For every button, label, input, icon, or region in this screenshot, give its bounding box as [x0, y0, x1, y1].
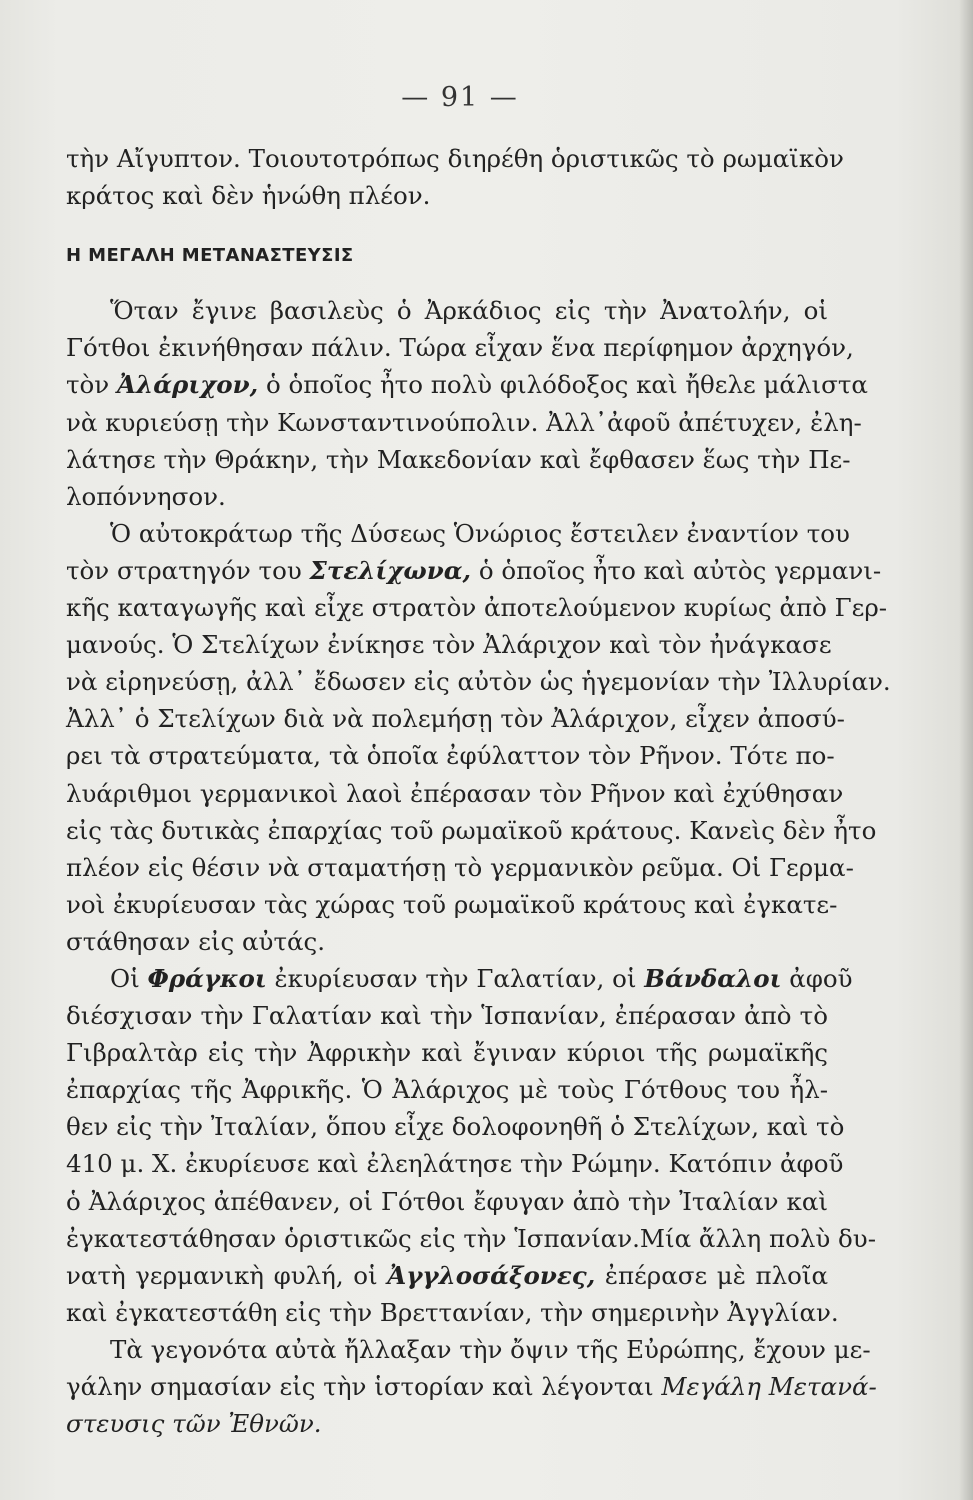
text-line: Γιβραλτὰρ εἰς τὴν Ἀφρικὴν καὶ ἔγιναν κύριοι τῆς ρωμαϊκῆς: [66, 1038, 828, 1068]
name-stilicho: Στελίχωνα,: [309, 555, 472, 585]
text-fragment: Οἱ: [110, 963, 140, 993]
text-line: διέσχισαν τὴν Γαλατίαν καὶ τὴν Ἱσπανίαν, ἐπέρασαν ἀπὸ τὸ: [66, 1001, 828, 1031]
text-line: τὴν Αἴγυπτον. Τοιουτοτρόπως διηρέθη ὁριστικῶς τὸ ρωμαϊκὸν: [66, 144, 844, 173]
text-line: Ἀλλ᾽ ὁ Στελίχων διὰ νὰ πολεμήσῃ τὸν Ἀλάριχον, εἶχεν ἀποσύ-: [66, 704, 845, 734]
name-alaric: Ἀλάριχον,: [117, 370, 259, 400]
page-edge-shadow: [959, 0, 973, 1500]
text-line: Γότθοι ἐκινήθησαν πάλιν. Τώρα εἶχαν ἕνα περίφημον ἀρχηγόν,: [66, 333, 854, 363]
text-fragment: ὁ ὁποῖος ἦτο καὶ αὐτὸς γερμανι-: [478, 555, 882, 585]
text-line: κράτος καὶ δὲν ἡνώθη πλέον.: [66, 181, 431, 211]
text-line: ρει τὰ στρατεύματα, τὰ ὁποῖα ἐφύλαττον τὸν Ρῆνον. Τότε πο-: [66, 741, 835, 771]
text-line: ἐπαρχίας τῆς Ἀφρικῆς. Ὁ Ἀλάριχος μὲ τοὺς Γότθους του ἦλ-: [66, 1075, 828, 1105]
text-line: [66, 1368, 877, 1405]
text-line: θεν εἰς τὴν Ἰταλίαν, ὅπου εἶχε δολοφονηθῆ ὁ Στελίχων, καὶ τὸ: [66, 1112, 845, 1142]
term-great-migration: Μεγάλη Μετανά-: [661, 1372, 877, 1401]
text-fragment: τὸν: [66, 370, 110, 400]
text-line: κῆς καταγωγῆς καὶ εἶχε στρατὸν ἀποτελούμενον κυρίως ἀπὸ Γερ-: [66, 593, 888, 623]
text-line: 410 μ. Χ. ἐκυρίευσε καὶ ἐλεηλάτησε τὴν Ρώμην. Κατόπιν ἀφοῦ: [66, 1149, 844, 1179]
text-line: [66, 552, 882, 589]
text-line: [66, 960, 853, 997]
paragraph-goths: [66, 292, 868, 515]
term-great-migration-end: στευσις τῶν Ἐθνῶν.: [66, 1409, 322, 1439]
paragraph-conclusion: [66, 1331, 877, 1442]
text-line: [66, 1405, 828, 1442]
text-line: νὰ εἰρηνεύσῃ, ἀλλ᾽ ἔδωσεν εἰς αὐτὸν ὡς ἡγεμονίαν τὴν Ἰλλυρίαν.: [66, 667, 891, 697]
paragraph-stilicho: [66, 515, 891, 960]
text-fragment: ὁ ὁποῖος ἦτο πολὺ φιλόδοξος καὶ ἤθελε μάλιστα: [265, 370, 868, 400]
text-line: Ὁ αὐτοκράτωρ τῆς Δύσεως Ὁνώριος ἔστειλεν ἐναντίον του: [110, 518, 850, 548]
text-line: [66, 366, 868, 403]
name-franks: Φράγκοι: [147, 963, 267, 993]
text-line: ἐγκατεστάθησαν ὁριστικῶς εἰς τὴν Ἱσπανίαν.Μία ἄλλη πολὺ δυ-: [66, 1223, 876, 1253]
text-line: νοὶ ἐκυρίευσαν τὰς χώρας τοῦ ρωμαϊκοῦ κράτους καὶ ἐγκατε-: [66, 889, 838, 919]
page-body: [66, 140, 891, 1442]
text-line: Ὅταν ἔγινε βασιλεὺς ὁ Ἀρκάδιος εἰς τὴν Ἀνατολήν, οἱ: [110, 296, 828, 326]
text-line: καὶ ἐγκατεστάθη εἰς τὴν Βρεττανίαν, τὴν σημερινὴν Ἀγγλίαν.: [66, 1297, 839, 1327]
text-line: Τὰ γεγονότα αὐτὰ ἤλλαξαν τὴν ὄψιν τῆς Εὐρώπης, ἔχουν με-: [110, 1334, 871, 1364]
text-line: νὰ κυριεύσῃ τὴν Κωνσταντινούπολιν. Ἀλλ᾽ἀφοῦ ἀπέτυχεν, ἐλη-: [66, 407, 862, 437]
text-line: λυάριθμοι γερμανικοὶ λαοὶ ἐπέρασαν τὸν Ρῆνον καὶ ἐχύθησαν: [66, 778, 844, 808]
text-fragment: γάλην σημασίαν εἰς τὴν ἱστορίαν καὶ λέγονται: [66, 1372, 654, 1401]
text-line: εἰς τὰς δυτικὰς ἐπαρχίας τοῦ ρωμαϊκοῦ κράτους. Κανεὶς δὲν ἦτο: [66, 815, 877, 845]
text-line: στάθησαν εἰς αὐτάς.: [66, 926, 326, 956]
intro-paragraph: [66, 140, 844, 214]
text-fragment: ἀφοῦ: [789, 963, 853, 993]
text-line: μανούς. Ὁ Στελίχων ἐνίκησε τὸν Ἀλάριχον καὶ τὸν ἠνάγκασε: [66, 630, 832, 660]
text-line: ὁ Ἀλάριχος ἀπέθανεν, οἱ Γότθοι ἔφυγαν ἀπὸ τὴν Ἰταλίαν καὶ: [66, 1186, 828, 1216]
text-fragment: ἐπέρασε μὲ πλοῖα: [604, 1260, 828, 1290]
text-fragment: τὸν στρατηγόν του: [66, 555, 302, 585]
text-line: λάτησε τὴν Θράκην, τὴν Μακεδονίαν καὶ ἔφθασεν ἕως τὴν Πε-: [66, 444, 851, 474]
paragraph-franks-vandals: [66, 960, 876, 1331]
text-line: λοπόννησον.: [66, 481, 226, 511]
section-heading: Η ΜΕΓΑΛΗ ΜΕΤΑΝΑΣΤΕΥΣΙΣ: [66, 245, 354, 267]
text-fragment: ἐκυρίευσαν τὴν Γαλατίαν, οἱ: [274, 963, 637, 993]
name-vandals: Βάνδαλοι: [644, 963, 782, 993]
text-line: πλέον εἰς θέσιν νὰ σταματήσῃ τὸ γερμανικὸν ρεῦμα. Οἱ Γερμα-: [66, 852, 854, 882]
page-number: — 91 —: [401, 82, 519, 113]
text-fragment: νατὴ γερμανικὴ φυλή, οἱ: [66, 1260, 378, 1290]
name-anglosaxons: Ἀγγλοσάξονες,: [387, 1260, 596, 1290]
text-line: [66, 1257, 828, 1294]
